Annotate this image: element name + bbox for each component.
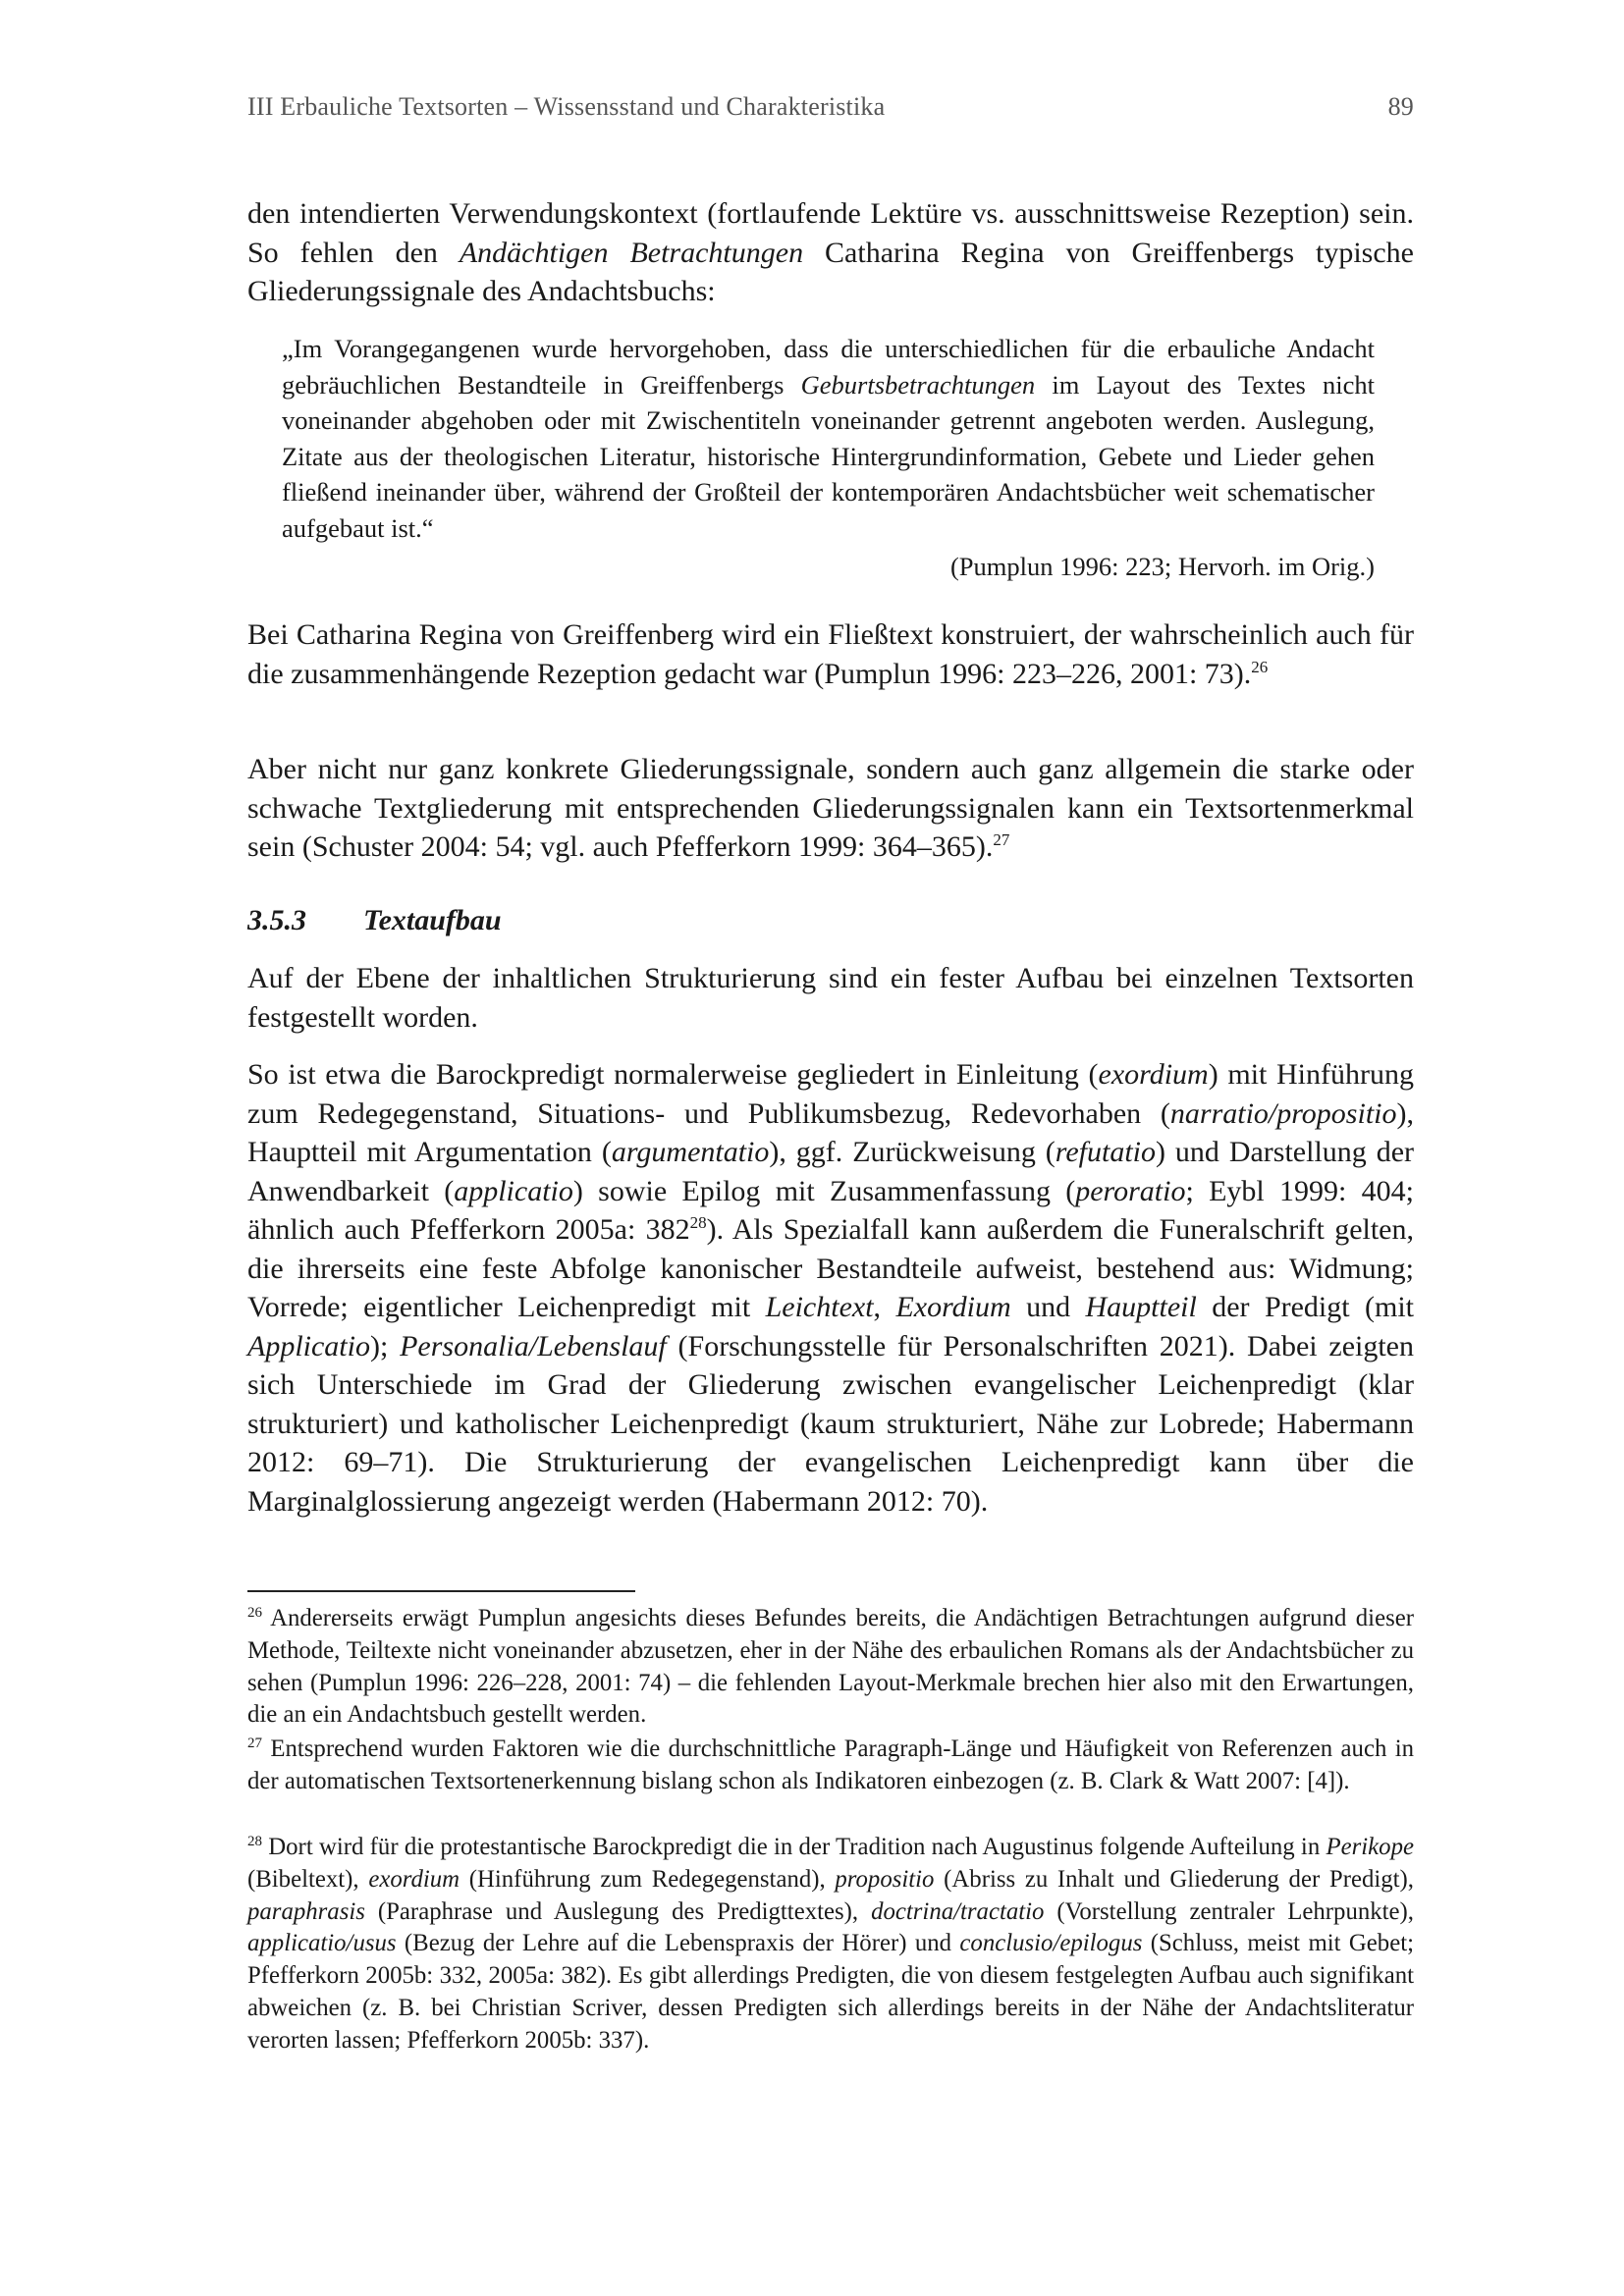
- section-number: 3.5.3: [247, 904, 306, 936]
- paragraph-1: den intendierten Verwendungskontext (fortlaufende Lektüre vs. ausschnittsweise Rezeption) sein. So fehlen den Andächtigen Betrachtungen Catharina Regina von Greiffenbergs typische Gliederungssignale des Andachtsbuchs:: [247, 197, 1414, 307]
- block-quote: „Im Vorangegangenen wurde hervorgehoben, dass die unterschiedlichen für die erbauliche Andacht gebräuchlichen Bestandteile in Greiffenbergs Geburtsbetrachtungen im Layout des Textes nicht voneinander abgehoben oder mit Zwischentiteln voneinander getrennt angeboten werden. Auslegung, Zitate aus der theologischen Literatur, historische Hintergrundinformation, Gebete und Lieder gehen fließend ineinander über, während der Großteil der kontemporären Andachtsbücher weit schematischer aufgebaut ist.“: [282, 334, 1375, 543]
- section-title: Textaufbau: [363, 904, 502, 936]
- footnote-28: $^{28}$ Dort wird für die protestantische Barockpredigt die in der Tradition nach Augustinus folgende Aufteilung in Perikope (Bibeltext), exordium (Hinführung zum Redegegenstand), propositio (Abriss zu Inhalt und Gliederung der Predigt), paraphrasis (Paraphrase und Auslegung des Predigttextes), doctrina/tractatio (Vorstellung zentraler Lehrpunkte), applicatio/usus (Bezug der Lehre auf die Lebenspraxis der Hörer) und conclusio/epilogus (Schluss, meist mit Gebet; Pfefferkorn 2005b: 332, 2005a: 382). Es gibt allerdings Predigten, die von diesem festgelegten Aufbau auch signifikant abweichen (z. B. bei Christian Scriver, dessen Predigten sich allerdings bereits in der Nähe der Andachtsliteratur verorten lassen; Pfefferkorn 2005b: 337).: [247, 1834, 1414, 2054]
- footnote-ref-27[interactable]: 27: [993, 830, 1010, 849]
- footnote-ref-26[interactable]: 26: [1251, 657, 1269, 676]
- paragraph-2: Bei Catharina Regina von Greiffenberg wird ein Fließtext konstruiert, der wahrscheinlich auch für die zusammenhängende Rezeption gedacht war (Pumplun 1996: 223–226, 2001: 73).$^{26}$: [247, 618, 1414, 690]
- footnote-ref-28[interactable]: 28: [689, 1213, 707, 1232]
- running-header: [247, 92, 1414, 122]
- footnote-27: $^{27}$ Entsprechend wurden Faktoren wie die durchschnittliche Paragraph-Länge und Häufigkeit von Referenzen auch in der automatischen Textsortenerkennung bislang schon als Indikatoren einbezogen (z. B. Clark & Watt 2007: [4]).: [247, 1735, 1414, 1794]
- footnote-separator: [247, 1590, 635, 1592]
- quote-source: (Pumplun 1996: 223; Hervorh. im Orig.): [949, 552, 1375, 581]
- paragraph-5: So ist etwa die Barockpredigt normalerweise gegliedert in Einleitung (exordium) mit Hinführung zum Redegegenstand, Situations- und Publikumsbezug, Redevorhaben (narratio/propositio), Hauptteil mit Argumentation (argumentatio), ggf. Zurückweisung (refutatio) und Darstellung der Anwendbarkeit (applicatio) sowie Epilog mit Zusammenfassung (peroratio; Eybl 1999: 404; ähnlich auch Pfefferkorn 2005a: $382^{28}$). Als Spezialfall kann außerdem die Funeralschrift gelten, die ihrerseits eine feste Abfolge kanonischer Bestandteile aufweist, bestehend aus: Widmung; Vorrede; eigentlicher Leichenpredigt mit Leichtext, Exordium und Hauptteil der Predigt (mit Applicatio); Personalia/Lebenslauf (Forschungsstelle für Personalschriften 2021). Dabei zeigten sich Unterschiede im Grad der Gliederung zwischen evangelischer Leichenpredigt (klar strukturiert) und katholischer Leichenpredigt (kaum strukturiert, Nähe zur Lobrede; Habermann 2012: 69–71). Die Strukturierung der evangelischen Leichenpredigt kann über die Marginalglossierung angezeigt werden (Habermann 2012: 70).: [247, 1058, 1415, 1518]
- page-number: 89: [1387, 92, 1414, 121]
- section-heading: [247, 904, 502, 937]
- footnote-26: $^{26}$ Andererseits erwägt Pumplun angesichts dieses Befundes bereits, die Andächtigen Betrachtungen aufgrund dieser Methode, Teiltexte nicht voneinander abzusetzen, eher in der Nähe des erbaulichen Romans als der Andachtsbücher zu sehen (Pumplun 1996: 226–228, 2001: 74) – die fehlenden Layout-Merkmale brechen hier also mit den Erwartungen, die an ein Andachtsbuch gestellt werden.: [247, 1605, 1414, 1729]
- running-title: III Erbauliche Textsorten – Wissensstand und Charakteristika: [247, 92, 886, 121]
- paragraph-3: Aber nicht nur ganz konkrete Gliederungssignale, sondern auch ganz allgemein die starke oder schwache Textgliederung mit entsprechenden Gliederungssignalen kann ein Textsortenmerkmal sein (Schuster 2004: 54; vgl. auch Pfefferkorn 1999: 364–365).$^{27}$: [247, 753, 1414, 863]
- paragraph-4: Auf der Ebene der inhaltlichen Strukturierung sind ein fester Aufbau bei einzelnen Textsorten festgestellt worden.: [247, 962, 1414, 1034]
